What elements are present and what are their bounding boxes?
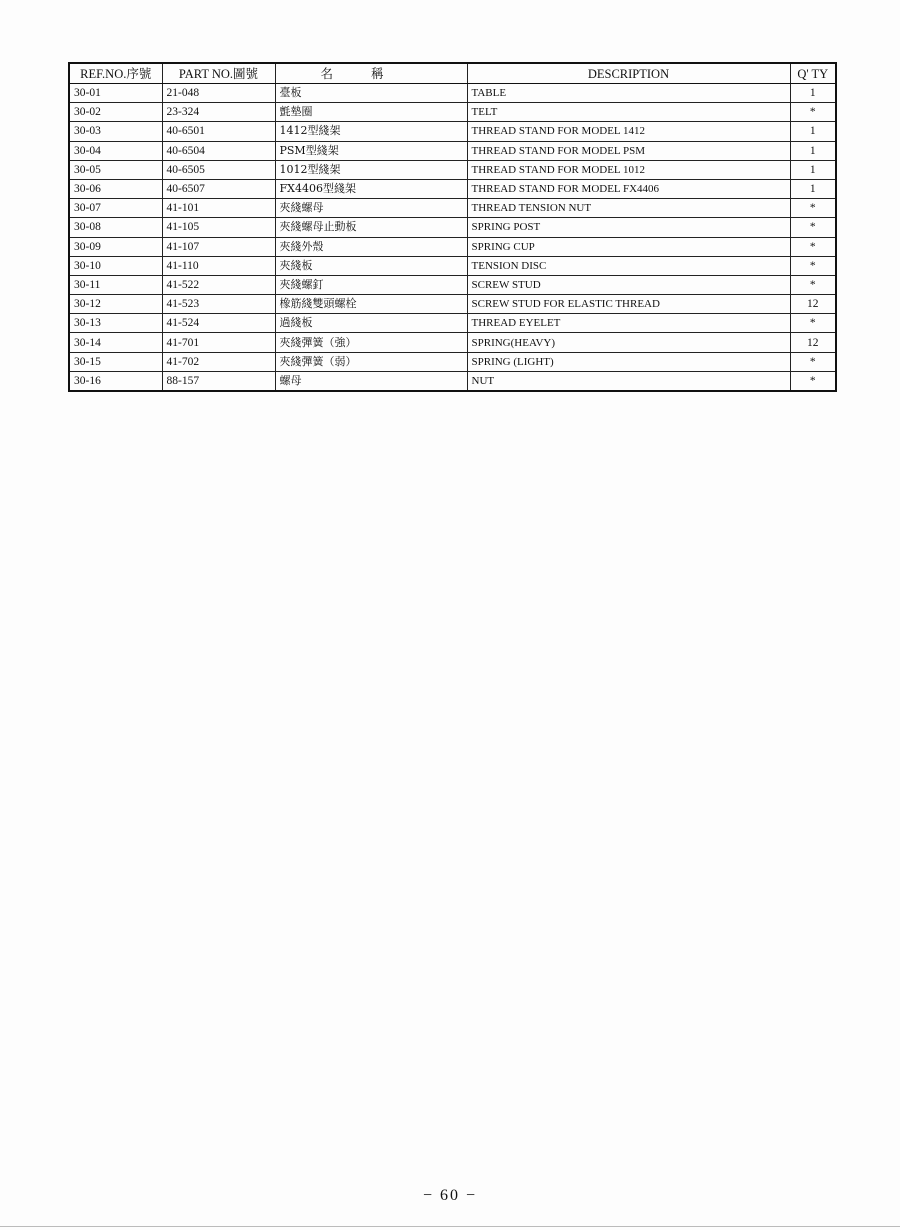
cell-description: TABLE [467, 84, 790, 103]
cell-part-no: 41-110 [162, 256, 275, 275]
cell-description: SPRING CUP [467, 237, 790, 256]
cell-quantity: * [790, 218, 836, 237]
table-header-row [69, 63, 836, 84]
cell-description: NUT [467, 371, 790, 391]
cell-description: THREAD STAND FOR MODEL 1412 [467, 122, 790, 141]
cell-part-no: 40-6507 [162, 179, 275, 198]
cell-quantity: * [790, 199, 836, 218]
header-name: 名稱 [275, 63, 467, 84]
page-number: − 60 − [422, 1187, 478, 1204]
cell-quantity: 12 [790, 333, 836, 352]
cell-description: TENSION DISC [467, 256, 790, 275]
cell-part-no: 40-6505 [162, 160, 275, 179]
cell-ref-no: 30-15 [69, 352, 162, 371]
cell-ref-no: 30-12 [69, 295, 162, 314]
cell-part-no: 23-324 [162, 103, 275, 122]
cell-description: THREAD TENSION NUT [467, 199, 790, 218]
cell-description: SPRING(HEAVY) [467, 333, 790, 352]
header-ref-no: REF.NO.序號 [69, 63, 162, 84]
table-row [69, 84, 836, 103]
cell-name: 1412型綫架 [275, 122, 467, 141]
parts-table [68, 62, 837, 392]
cell-part-no: 40-6501 [162, 122, 275, 141]
cell-quantity: 1 [790, 160, 836, 179]
cell-part-no: 21-048 [162, 84, 275, 103]
table-row [69, 122, 836, 141]
cell-name: 過綫板 [275, 314, 467, 333]
cell-name: 氈墊圈 [275, 103, 467, 122]
cell-ref-no: 30-10 [69, 256, 162, 275]
cell-ref-no: 30-02 [69, 103, 162, 122]
cell-ref-no: 30-14 [69, 333, 162, 352]
cell-quantity: * [790, 103, 836, 122]
cell-description: THREAD STAND FOR MODEL PSM [467, 141, 790, 160]
cell-part-no: 41-101 [162, 199, 275, 218]
table-row [69, 314, 836, 333]
table-row [69, 160, 836, 179]
cell-quantity: * [790, 275, 836, 294]
cell-name: 螺母 [275, 371, 467, 391]
cell-ref-no: 30-13 [69, 314, 162, 333]
cell-ref-no: 30-06 [69, 179, 162, 198]
cell-quantity: 1 [790, 122, 836, 141]
cell-name: 夾綫彈簧（弱） [275, 352, 467, 371]
cell-part-no: 41-702 [162, 352, 275, 371]
cell-quantity: 12 [790, 295, 836, 314]
cell-ref-no: 30-07 [69, 199, 162, 218]
cell-quantity: * [790, 256, 836, 275]
cell-description: SCREW STUD FOR ELASTIC THREAD [467, 295, 790, 314]
cell-name: 夾綫板 [275, 256, 467, 275]
cell-name: 夾綫彈簧（強） [275, 333, 467, 352]
table-row [69, 179, 836, 198]
cell-description: THREAD STAND FOR MODEL FX4406 [467, 179, 790, 198]
table-row [69, 218, 836, 237]
cell-name: 橡筋綫雙頭螺栓 [275, 295, 467, 314]
cell-description: SPRING (LIGHT) [467, 352, 790, 371]
bottom-edge-rule [0, 1226, 900, 1227]
cell-description: TELT [467, 103, 790, 122]
table-row [69, 295, 836, 314]
cell-quantity: 1 [790, 179, 836, 198]
cell-description: SPRING POST [467, 218, 790, 237]
cell-name: 1012型綫架 [275, 160, 467, 179]
cell-ref-no: 30-03 [69, 122, 162, 141]
cell-ref-no: 30-01 [69, 84, 162, 103]
cell-part-no: 41-701 [162, 333, 275, 352]
table-row [69, 333, 836, 352]
table-row [69, 371, 836, 391]
header-part-no: PART NO.圖號 [162, 63, 275, 84]
cell-part-no: 41-523 [162, 295, 275, 314]
cell-description: THREAD EYELET [467, 314, 790, 333]
cell-quantity: * [790, 371, 836, 391]
cell-name: 臺板 [275, 84, 467, 103]
cell-name: 夾綫螺母止動板 [275, 218, 467, 237]
cell-ref-no: 30-09 [69, 237, 162, 256]
table-row [69, 141, 836, 160]
cell-part-no: 88-157 [162, 371, 275, 391]
cell-description: THREAD STAND FOR MODEL 1012 [467, 160, 790, 179]
table-row [69, 237, 836, 256]
header-description: DESCRIPTION [467, 63, 790, 84]
cell-part-no: 41-524 [162, 314, 275, 333]
header-quantity: Q' TY [790, 63, 836, 84]
cell-name: 夾綫螺母 [275, 199, 467, 218]
cell-quantity: * [790, 352, 836, 371]
cell-name: FX4406型綫架 [275, 179, 467, 198]
cell-ref-no: 30-16 [69, 371, 162, 391]
cell-part-no: 40-6504 [162, 141, 275, 160]
cell-ref-no: 30-04 [69, 141, 162, 160]
cell-name: PSM型綫架 [275, 141, 467, 160]
cell-ref-no: 30-05 [69, 160, 162, 179]
table-row [69, 199, 836, 218]
cell-name: 夾綫外殼 [275, 237, 467, 256]
cell-part-no: 41-522 [162, 275, 275, 294]
cell-quantity: 1 [790, 84, 836, 103]
cell-part-no: 41-107 [162, 237, 275, 256]
cell-quantity: * [790, 237, 836, 256]
table-row [69, 275, 836, 294]
cell-name: 夾綫螺釘 [275, 275, 467, 294]
cell-ref-no: 30-11 [69, 275, 162, 294]
table-row [69, 256, 836, 275]
cell-part-no: 41-105 [162, 218, 275, 237]
cell-description: SCREW STUD [467, 275, 790, 294]
cell-quantity: 1 [790, 141, 836, 160]
parts-table-body [69, 84, 836, 392]
table-row [69, 103, 836, 122]
cell-quantity: * [790, 314, 836, 333]
table-row [69, 352, 836, 371]
cell-ref-no: 30-08 [69, 218, 162, 237]
